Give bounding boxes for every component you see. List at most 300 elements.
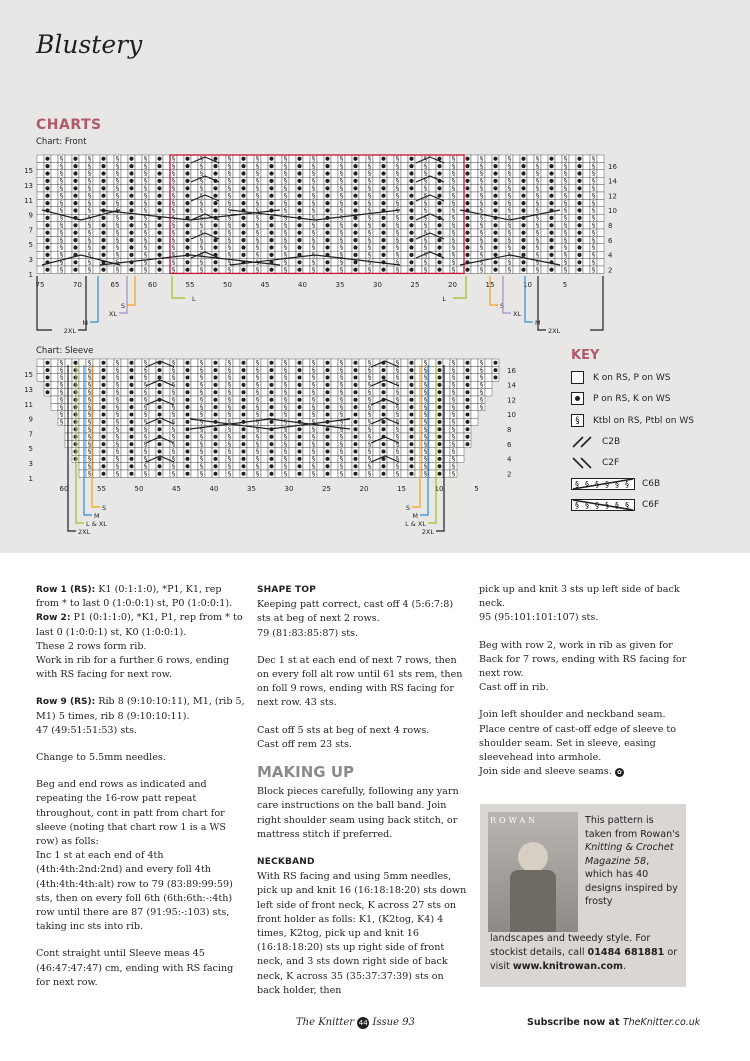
purl-dot: [438, 442, 442, 446]
chart-cell: [121, 214, 128, 221]
purl-dot: [45, 216, 49, 220]
purl-dot: [465, 253, 469, 257]
front-col-tick: 45: [260, 281, 270, 289]
chart-cell: [303, 185, 310, 192]
ktbl-mark: §: [255, 243, 260, 252]
purl-dot: [46, 390, 50, 394]
sleeve-cell: [261, 396, 268, 403]
ktbl-mark: §: [227, 191, 232, 200]
purl-dot: [353, 253, 357, 257]
sleeve-cell: [289, 366, 296, 373]
sleeve-cell: [275, 389, 282, 396]
chart-cell: [471, 170, 478, 177]
purl-dot: [493, 186, 497, 190]
key-item: [571, 436, 620, 448]
purl-dot: [157, 164, 161, 168]
sleeve-cell: [359, 396, 366, 403]
purl-dot: [73, 201, 77, 205]
sleeve-cell: [429, 359, 436, 366]
purl-dot: [129, 194, 133, 198]
sleeve-cell: [289, 381, 296, 388]
purl-dot: [438, 464, 442, 468]
instructions-col-3: [479, 583, 689, 792]
purl-dot: [186, 472, 190, 476]
chart-cell: [541, 266, 548, 273]
ktbl-mark: §: [311, 447, 316, 456]
chart-cell: [107, 155, 114, 162]
chart-cell: [219, 170, 226, 177]
sleeve-cell: [303, 448, 310, 455]
sleeve-cell: [387, 403, 394, 410]
sleeve-cell: [261, 455, 268, 462]
ktbl-mark: §: [563, 213, 568, 222]
chart-cell: [443, 207, 450, 214]
sleeve-cell: [359, 381, 366, 388]
chart-cell: [93, 185, 100, 192]
purl-dot: [438, 361, 442, 365]
purl-dot: [354, 427, 358, 431]
chart-cell: [121, 170, 128, 177]
ktbl-mark: §: [143, 373, 148, 382]
purl-dot: [186, 464, 190, 468]
ktbl-mark: §: [563, 265, 568, 274]
sleeve-cell: [359, 470, 366, 477]
chart-cell: [51, 229, 58, 236]
ktbl-mark: §: [115, 402, 120, 411]
ktbl-mark: §: [367, 206, 372, 215]
purl-dot: [521, 268, 525, 272]
chart-cell: [485, 266, 492, 273]
chart-cell: [65, 185, 72, 192]
purl-dot: [493, 260, 497, 264]
ktbl-mark: §: [255, 258, 260, 266]
chart-cell: [93, 244, 100, 251]
promo-magazine: Knitting & Crochet Magazine 58: [585, 842, 674, 867]
ktbl-mark: §: [563, 258, 568, 266]
promo-url[interactable]: www.knitrowan.com: [512, 961, 623, 972]
purl-dot: [45, 194, 49, 198]
sleeve-cell: [317, 389, 324, 396]
sleeve-cell: [93, 418, 100, 425]
chart-cell: [387, 244, 394, 251]
purl-dot: [549, 216, 553, 220]
sleeve-size-label-right: M: [412, 512, 418, 520]
ktbl-mark: §: [311, 243, 316, 252]
sleeve-cell: [135, 463, 142, 470]
chart-cell: [527, 185, 534, 192]
sleeve-cell: [191, 440, 198, 447]
ktbl-mark: §: [283, 221, 288, 229]
ktbl-mark: §: [199, 410, 204, 419]
sleeve-cell: [121, 470, 128, 477]
ktbl-mark: §: [255, 358, 260, 367]
purl-dot: [269, 216, 273, 220]
chart-cell: [401, 185, 408, 192]
ktbl-mark: §: [87, 439, 92, 448]
ktbl-mark: §: [311, 425, 316, 433]
ktbl-mark: §: [283, 447, 288, 456]
purl-dot: [129, 186, 133, 190]
svg-text:§: §: [625, 501, 629, 510]
purl-dot: [409, 201, 413, 205]
purl-dot: [353, 186, 357, 190]
front-size-line-left: [90, 276, 98, 322]
chart-cell: [65, 199, 72, 206]
chart-cell: [429, 185, 436, 192]
chart-cell: [79, 199, 86, 206]
purl-dot: [130, 457, 134, 461]
ktbl-mark: §: [255, 161, 260, 170]
sleeve-cell: [191, 455, 198, 462]
purl-dot: [326, 398, 330, 402]
chart-cell: [247, 170, 254, 177]
ktbl-mark: §: [591, 176, 596, 185]
block-pieces: Block pieces carefully, following any yarn care instructions on the ball band. Join right shoulder seam using back stitch, or mattress stitch if preferred.: [257, 786, 459, 840]
purl-dot: [409, 260, 413, 264]
chart-cell: [289, 266, 296, 273]
purl-dot: [353, 223, 357, 227]
purl-dot: [129, 216, 133, 220]
ktbl-mark: §: [367, 410, 372, 419]
ktbl-mark: §: [367, 191, 372, 200]
ktbl-mark: §: [507, 250, 512, 259]
chart-cell: [471, 229, 478, 236]
chart-cell: [289, 229, 296, 236]
chart-cell: [107, 251, 114, 258]
purl-dot: [465, 194, 469, 198]
front-col-tick: 70: [73, 281, 82, 289]
purl-dot: [409, 231, 413, 235]
sleeve-cell: [261, 359, 268, 366]
purl-dot: [437, 231, 441, 235]
chart-cell: [583, 266, 590, 273]
neckband-text: With RS facing and using 5mm needles, pick up and knit 16 (16:18:18:20) sts down left side of front neck, K across 27 sts on front holder as folls: K1, (K2tog, K4) 4 times, K2tog, pick up and knit 16 (16:18:18:20) sts up right side of front neck, and 3 sts down right side of back neck, K across 35 (35:37:37:39) sts on back holder, then: [257, 871, 467, 996]
chart-cell: [527, 236, 534, 243]
ktbl-mark: §: [395, 161, 400, 170]
purl-dot: [270, 398, 274, 402]
ktbl-mark: §: [171, 169, 176, 178]
purl-dot: [73, 186, 77, 190]
chart-cell: [457, 222, 464, 229]
purl-dot: [297, 201, 301, 205]
purl-dot: [158, 450, 162, 454]
chart-cell: [597, 185, 604, 192]
chart-cell: [513, 162, 520, 169]
sleeve-cell: [121, 418, 128, 425]
purl-dot: [45, 268, 49, 272]
purl-dot: [577, 253, 581, 257]
sleeve-cell: [163, 440, 170, 447]
chart-cell: [261, 236, 268, 243]
sleeve-cell: [429, 426, 436, 433]
ktbl-mark: §: [87, 154, 92, 163]
purl-dot: [493, 238, 497, 242]
ktbl-mark: §: [563, 228, 568, 237]
chart-cell: [303, 199, 310, 206]
front-row-label-left: 1: [28, 270, 33, 279]
ktbl-mark: §: [59, 206, 64, 215]
chart-cell: [569, 222, 576, 229]
ktbl-mark: §: [507, 176, 512, 185]
sleeve-cell: [317, 440, 324, 447]
chart-cell: [527, 229, 534, 236]
chart-cell: [597, 162, 604, 169]
chart-cell: [121, 222, 128, 229]
purl-dot: [381, 216, 385, 220]
purl-dot: [577, 231, 581, 235]
sleeve-cell: [79, 381, 86, 388]
ktbl-mark: §: [59, 417, 64, 426]
ktbl-mark: §: [115, 169, 120, 178]
chart-cell: [457, 155, 464, 162]
sleeve-cell: [233, 389, 240, 396]
chart-cell: [135, 229, 142, 236]
sleeve-cell: [121, 389, 128, 396]
sleeve-cell: [93, 455, 100, 462]
purl-dot: [73, 231, 77, 235]
sleeve-cell: [191, 463, 198, 470]
ktbl-mark: §: [227, 388, 232, 396]
ktbl-mark: §: [507, 161, 512, 170]
ktbl-mark: §: [143, 161, 148, 170]
sleeve-row-label-left: 7: [28, 430, 33, 439]
purl-dot: [410, 383, 414, 387]
purl-dot: [45, 245, 49, 249]
ktbl-mark: §: [227, 228, 232, 237]
front-size-label-right: S: [500, 302, 505, 310]
chart-cell: [275, 177, 282, 184]
purl-dot: [130, 413, 134, 417]
chart-cell: [219, 155, 226, 162]
ktbl-mark: §: [423, 358, 428, 367]
ktbl-mark: §: [311, 380, 316, 389]
sleeve-cell: [135, 381, 142, 388]
chart-cell: [401, 170, 408, 177]
purl-dot: [73, 245, 77, 249]
ktbl-mark: §: [115, 365, 120, 374]
chart-cell: [51, 222, 58, 229]
footer-site[interactable]: TheKnitter.co.uk: [622, 1017, 701, 1028]
ktbl-mark: §: [367, 425, 372, 433]
chart-cell: [135, 236, 142, 243]
purl-dot: [46, 368, 50, 372]
chart-cell: [233, 177, 240, 184]
ktbl-mark: §: [311, 228, 316, 237]
sleeve-cell: [79, 418, 86, 425]
sleeve-cell: [205, 463, 212, 470]
purl-dot: [577, 238, 581, 242]
purl-dot: [438, 435, 442, 439]
sleeve-cell: [79, 359, 86, 366]
purl-dot: [241, 201, 245, 205]
ktbl-mark: §: [367, 373, 372, 382]
chart-cell: [37, 266, 44, 273]
purl-dot: [102, 405, 106, 409]
svg-text:§: §: [595, 501, 599, 510]
sleeve-cell: [457, 440, 464, 447]
chart-cell: [275, 222, 282, 229]
chart-cell: [177, 170, 184, 177]
sleeve-cell: [121, 381, 128, 388]
purl-dot: [381, 201, 385, 205]
chart-cell: [107, 214, 114, 221]
purl-dot: [325, 201, 329, 205]
sleeve-cell: [359, 455, 366, 462]
ktbl-mark: §: [451, 169, 456, 178]
sleeve-cell: [177, 433, 184, 440]
chart-cell: [163, 207, 170, 214]
sleeve-cell: [163, 448, 170, 455]
sleeve-cell: [275, 440, 282, 447]
sleeve-cell: [331, 440, 338, 447]
purl-dot: [101, 171, 105, 175]
purl-dot: [101, 164, 105, 168]
purl-dot: [353, 194, 357, 198]
chart-cell: [51, 199, 58, 206]
purl-dot: [577, 260, 581, 264]
front-col-tick: 10: [523, 281, 532, 289]
sleeve-cell: [289, 470, 296, 477]
chart-cell: [149, 155, 156, 162]
ktbl-mark: §: [87, 402, 92, 411]
purl-dot: [241, 179, 245, 183]
ktbl-mark: §: [283, 373, 288, 382]
chart-cell: [303, 192, 310, 199]
chart-cell: [37, 170, 44, 177]
chart-cell: [317, 162, 324, 169]
purl-dot: [466, 420, 470, 424]
sleeve-cell: [359, 448, 366, 455]
chart-cell: [401, 229, 408, 236]
ktbl-mark: §: [171, 250, 176, 259]
purl-dot: [577, 186, 581, 190]
chart-cell: [79, 229, 86, 236]
join-1: Join left shoulder and neckband seam.: [479, 709, 666, 721]
chart-cell: [345, 222, 352, 229]
ktbl-mark: §: [59, 184, 64, 192]
ktbl-mark: §: [255, 439, 260, 448]
svg-text:§: §: [615, 501, 619, 510]
ktbl-mark: §: [563, 184, 568, 192]
sleeve-cell: [471, 366, 478, 373]
chart-cell: [107, 244, 114, 251]
sleeve-cell: [317, 470, 324, 477]
chart-cell: [247, 199, 254, 206]
sleeve-cell: [219, 359, 226, 366]
chart-cell: [471, 192, 478, 199]
ktbl-mark: §: [367, 395, 372, 404]
chart-cell: [65, 259, 72, 266]
front-row-label-left: 13: [24, 182, 33, 190]
sleeve-cell: [219, 463, 226, 470]
ktbl-mark: §: [59, 191, 64, 200]
sleeve-cell: [429, 389, 436, 396]
chart-cell: [163, 266, 170, 273]
ktbl-mark: §: [283, 169, 288, 178]
purl-dot: [241, 245, 245, 249]
chart-cell: [107, 162, 114, 169]
purl-dot: [241, 268, 245, 272]
chart-cell: [149, 229, 156, 236]
front-col-tick: 75: [35, 281, 45, 289]
purl-dot: [129, 245, 133, 249]
sleeve-cell: [93, 470, 100, 477]
chart-cell: [219, 251, 226, 258]
purl-dot: [101, 179, 105, 183]
sleeve-cell: [135, 374, 142, 381]
sleeve-cell: [121, 433, 128, 440]
chart-cell: [387, 170, 394, 177]
sleeve-cell: [219, 366, 226, 373]
sleeve-cell: [485, 381, 492, 388]
purl-dot: [409, 223, 413, 227]
chart-cell: [219, 162, 226, 169]
purl-dot: [410, 427, 414, 431]
ktbl-mark: §: [423, 243, 428, 252]
chart-cell: [303, 222, 310, 229]
purl-dot: [493, 194, 497, 198]
chart-cell: [205, 266, 212, 273]
chart-cell: [485, 207, 492, 214]
ktbl-mark: §: [199, 235, 204, 244]
sleeve-cell: [261, 411, 268, 418]
purl-dot: [549, 238, 553, 242]
purl-dot: [382, 413, 386, 417]
purl-dot: [102, 420, 106, 424]
purl-dot: [242, 390, 246, 394]
sleeve-cell: [359, 359, 366, 366]
ktbl-mark: §: [227, 447, 232, 456]
ktbl-mark: §: [395, 228, 400, 237]
front-size-label-left: 2XL: [63, 327, 76, 335]
purl-dot: [102, 457, 106, 461]
ktbl-mark: §: [115, 425, 120, 433]
sleeve-cell: [233, 426, 240, 433]
purl-dot: [45, 171, 49, 175]
chart-cell: [583, 229, 590, 236]
ktbl-mark: §: [199, 395, 204, 404]
ktbl-mark: §: [59, 258, 64, 266]
chart-cell: [93, 155, 100, 162]
ktbl-mark: §: [115, 198, 120, 207]
sleeve-cell: [93, 411, 100, 418]
sleeve-cell: [373, 374, 380, 381]
sleeve-cell: [93, 359, 100, 366]
row1-text: K1 (0:1:1:0), *P1, K1, rep from * to last 0 (1:0:0:1) st, P0 (1:0:0:1).: [36, 584, 233, 610]
sleeve-cell: [177, 448, 184, 455]
sleeve-cell: [429, 374, 436, 381]
purl-dot: [242, 442, 246, 446]
sleeve-cell: [191, 381, 198, 388]
chart-cell: [597, 236, 604, 243]
inc-instructions: Inc 1 st at each end of 4th (4th:4th:2nd:2nd) and every foll 4th (4th:4th:4th:alt) row to 79 (83:89:99:59) sts, then on every foll 6th (6th:6th:-:4th) row until there are 87 (91:95:-:103) sts, taking inc sts into rib.: [36, 850, 233, 933]
purl-dot: [214, 457, 218, 461]
ktbl-mark: §: [87, 469, 92, 478]
chart-cell: [415, 229, 422, 236]
ktbl-mark: §: [171, 432, 176, 441]
ktbl-mark: §: [87, 373, 92, 382]
ktbl-mark: §: [367, 184, 372, 192]
chart-cell: [233, 222, 240, 229]
front-size-line-right: [503, 276, 511, 313]
chart-cell: [429, 236, 436, 243]
purl-dot: [437, 245, 441, 249]
keep-patt: Keeping patt correct, cast off 4 (5:6:7:8) sts at beg of next 2 rows.: [257, 599, 454, 625]
purl-dot: [270, 413, 274, 417]
purl-dot: [410, 390, 414, 394]
ktbl-mark: §: [423, 395, 428, 404]
chart-cell: [79, 207, 86, 214]
